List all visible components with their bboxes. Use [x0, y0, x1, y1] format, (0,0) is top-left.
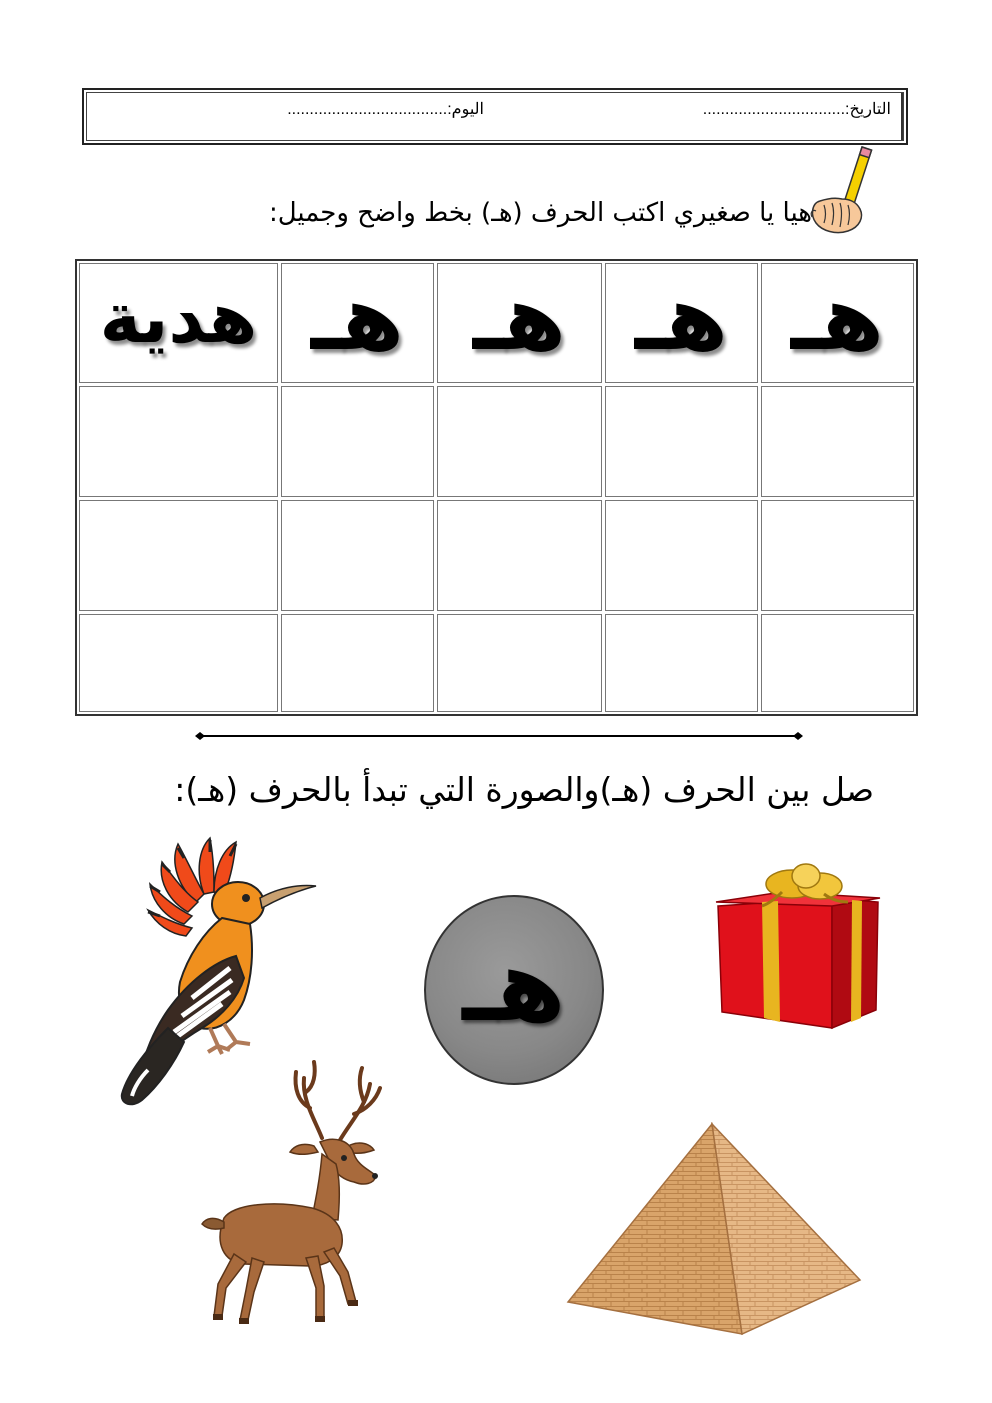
model-letter-cell: [437, 263, 602, 383]
model-letter: هـ: [310, 266, 405, 371]
date-cell[interactable]: [494, 93, 903, 140]
center-letter: هـ: [462, 926, 566, 1044]
center-letter-circle[interactable]: [424, 895, 604, 1085]
practice-cell[interactable]: [437, 500, 602, 611]
pyramid-picture[interactable]: [566, 1122, 862, 1336]
practice-cell[interactable]: [79, 386, 278, 497]
practice-cell[interactable]: [761, 500, 914, 611]
section-divider: [195, 730, 803, 742]
practice-cell[interactable]: [79, 500, 278, 611]
instruction-match-letter: صل بين الحرف (هـ)والصورة التي تبدأ بالحرف (هـ):: [174, 770, 874, 809]
practice-cell[interactable]: [437, 614, 602, 712]
model-word: هدية: [99, 277, 258, 359]
model-letter-cell: [281, 263, 434, 383]
model-letter: هـ: [634, 266, 729, 371]
instruction-write-letter: هيا يا صغيري اكتب الحرف (هـ) بخط واضح وجميل:: [268, 198, 812, 228]
day-cell[interactable]: [87, 93, 494, 140]
practice-cell[interactable]: [761, 386, 914, 497]
day-dots: ....................................: [287, 101, 448, 118]
practice-cell[interactable]: [281, 386, 434, 497]
practice-cell[interactable]: [605, 614, 758, 712]
practice-cell[interactable]: [79, 614, 278, 712]
practice-cell[interactable]: [281, 614, 434, 712]
model-word-cell: [79, 263, 278, 383]
writing-grid: [75, 259, 918, 716]
deer-picture[interactable]: [194, 1058, 390, 1328]
practice-cell[interactable]: [605, 500, 758, 611]
day-label: اليوم:: [447, 101, 484, 118]
model-letter-cell: [761, 263, 914, 383]
gift-box-picture[interactable]: [712, 862, 882, 1032]
date-label: التاريخ:: [845, 101, 891, 118]
model-letter: هـ: [790, 266, 885, 371]
model-letter: هـ: [472, 266, 567, 371]
practice-cell[interactable]: [437, 386, 602, 497]
model-letter-cell: [605, 263, 758, 383]
hand-writing-pencil-icon: [806, 145, 878, 241]
header-box: [82, 88, 908, 145]
practice-cell[interactable]: [281, 500, 434, 611]
date-dots: ................................: [702, 101, 846, 118]
practice-cell[interactable]: [761, 614, 914, 712]
practice-cell[interactable]: [605, 386, 758, 497]
